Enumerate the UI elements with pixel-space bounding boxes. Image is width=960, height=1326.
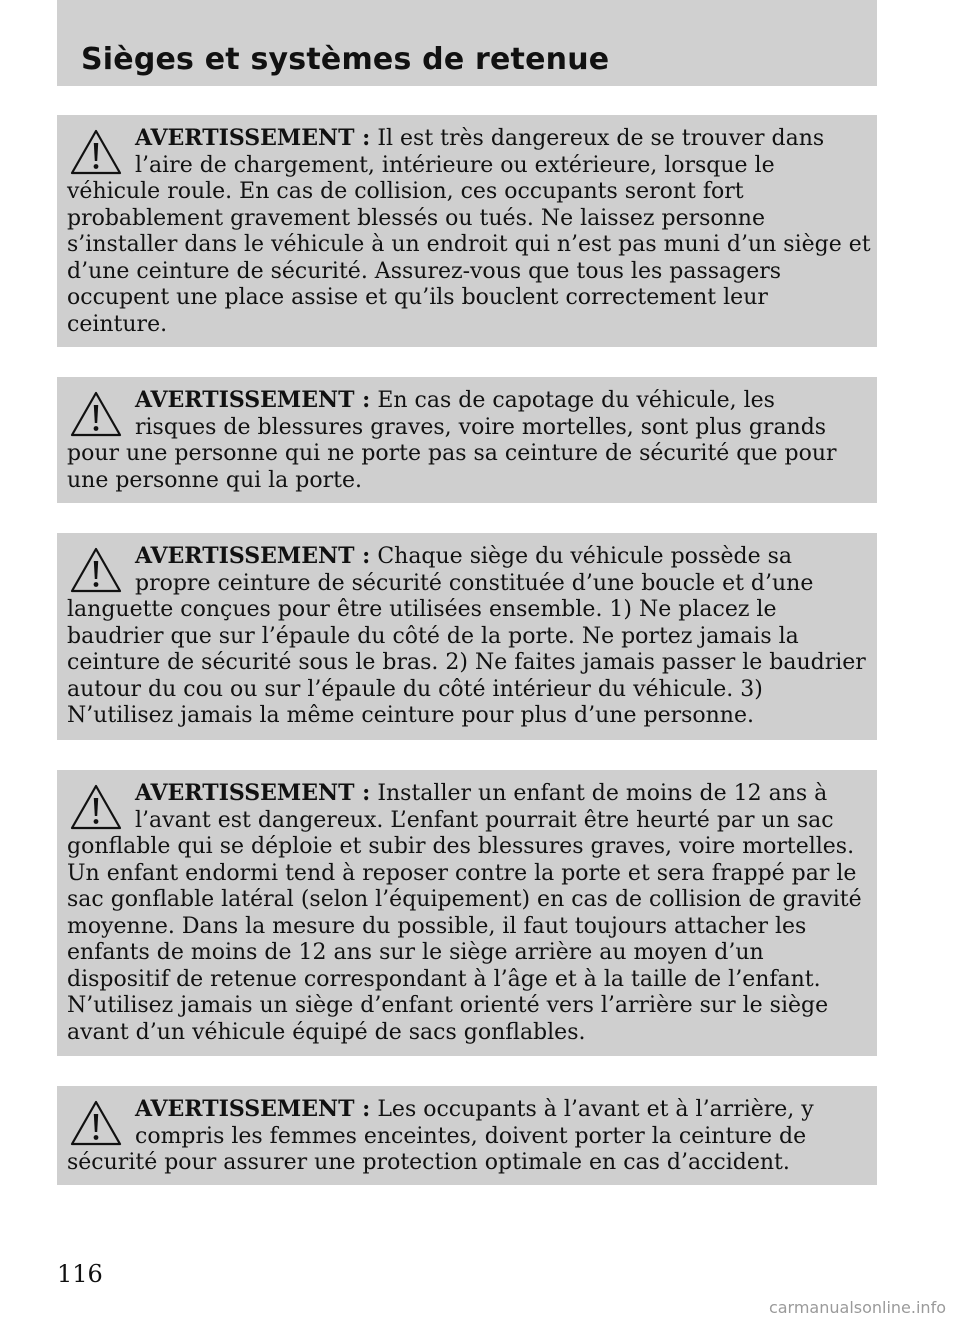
- warning-text: [67, 387, 873, 494]
- warning-line: [67, 597, 873, 624]
- warning-line-text: gonflable qui se déploie et subir des blessures graves, voire mortelles.: [67, 834, 855, 859]
- warning-line: [67, 940, 873, 967]
- warning-line: [67, 415, 873, 442]
- warning-box: [57, 377, 877, 503]
- warning-line: [67, 624, 873, 651]
- warning-line-text: propre ceinture de sécurité constituée d’une boucle et d’une: [135, 570, 814, 596]
- warning-label: AVERTISSEMENT :: [135, 387, 371, 413]
- warning-line-text: enfants de moins de 12 ans sur le siège arrière au moyen d’un: [67, 940, 764, 965]
- warning-line-text: Chaque siège du véhicule possède sa: [377, 544, 793, 569]
- page-header: [57, 0, 877, 86]
- warning-box: [57, 115, 877, 347]
- warning-line: [67, 285, 873, 312]
- warning-line: [67, 1124, 873, 1151]
- warning-line-text: l’avant est dangereux. L’enfant pourrait être heurté par un sac: [135, 807, 834, 833]
- warning-line: [67, 153, 873, 180]
- warning-text: [67, 780, 873, 1046]
- warning-box: [57, 1086, 877, 1185]
- warning-line: [67, 914, 873, 941]
- warning-line: [67, 179, 873, 206]
- warning-line-text: compris les femmes enceintes, doivent porter la ceinture de: [135, 1123, 807, 1149]
- watermark: carmanualsonline.info: [768, 1298, 946, 1317]
- warning-line-text: baudrier que sur l’épaule du côté de la porte. Ne portez jamais la: [67, 623, 799, 649]
- warning-line-text: Un enfant endormi tend à reposer contre la porte et sera frappé par le: [67, 860, 857, 886]
- warning-line-text: sac gonflable latéral (selon l’équipement) en cas de collision de gravité: [67, 887, 862, 912]
- warning-line-text: probablement gravement blessés ou tués. Ne laissez personne: [67, 205, 765, 231]
- warning-line-text: d’une ceinture de sécurité. Assurez-vous que tous les passagers: [67, 258, 782, 284]
- warning-line: [67, 468, 873, 495]
- warning-line-text: dispositif de retenue correspondant à l’âge et à la taille de l’enfant.: [67, 966, 821, 992]
- warning-line: [67, 571, 873, 598]
- warning-line-text: languette conçues pour être utilisées ensemble. 1) Ne placez le: [67, 597, 777, 622]
- warning-line: [67, 259, 873, 286]
- warning-line: [67, 993, 873, 1020]
- warning-box: [57, 533, 877, 740]
- warning-line-text: Il est très dangereux de se trouver dans: [377, 126, 825, 151]
- warning-line-text: Les occupants à l’avant et à l’arrière, y: [377, 1097, 814, 1122]
- warning-label: AVERTISSEMENT :: [135, 1096, 371, 1122]
- page-title: Sièges et systèmes de retenue: [81, 42, 610, 77]
- warning-line-text: l’aire de chargement, intérieure ou extérieure, lorsque le: [135, 152, 775, 178]
- warning-line-text: s’installer dans le véhicule à un endroit qui n’est pas muni d’un siège et: [67, 232, 871, 257]
- warning-line-text: avant d’un véhicule équipé de sacs gonflables.: [67, 1019, 586, 1045]
- warning-line: [67, 703, 873, 730]
- warning-line: [67, 650, 873, 677]
- warning-line: [67, 967, 873, 994]
- warning-line-text: autour du cou ou sur l’épaule du côté intérieur du véhicule. 3): [67, 676, 763, 702]
- warning-line: [67, 543, 873, 571]
- warning-text: [67, 125, 873, 338]
- warning-line: [67, 1150, 873, 1177]
- warning-line: [67, 232, 873, 259]
- warning-line: [67, 206, 873, 233]
- warning-line-text: ceinture.: [67, 311, 168, 337]
- warning-line-text: véhicule roule. En cas de collision, ces occupants seront fort: [67, 179, 744, 204]
- warning-text: [67, 1096, 873, 1177]
- warning-line-text: N’utilisez jamais un siège d’enfant orienté vers l’arrière sur le siège: [67, 993, 829, 1018]
- warning-line-text: pour une personne qui ne porte pas sa ceinture de sécurité que pour: [67, 441, 837, 466]
- warning-line: [67, 1096, 873, 1124]
- warning-line-text: N’utilisez jamais la même ceinture pour plus d’une personne.: [67, 703, 754, 728]
- warning-line-text: moyenne. Dans la mesure du possible, il faut toujours attacher les: [67, 913, 807, 939]
- warning-line: [67, 834, 873, 861]
- warning-line: [67, 125, 873, 153]
- warning-line: [67, 780, 873, 808]
- warning-line-text: Installer un enfant de moins de 12 ans à: [377, 781, 828, 806]
- warning-line-text: sécurité pour assurer une protection optimale en cas d’accident.: [67, 1150, 790, 1175]
- warning-line: [67, 808, 873, 835]
- warning-line-text: En cas de capotage du véhicule, les: [377, 388, 775, 413]
- warning-label: AVERTISSEMENT :: [135, 780, 371, 806]
- warning-line-text: ceinture de sécurité sous le bras. 2) Ne faites jamais passer le baudrier: [67, 650, 866, 675]
- warning-label: AVERTISSEMENT :: [135, 125, 371, 151]
- warning-line: [67, 887, 873, 914]
- warning-line: [67, 677, 873, 704]
- warning-line-text: une personne qui la porte.: [67, 467, 362, 493]
- warning-line-text: occupent une place assise et qu’ils bouclent correctement leur: [67, 285, 768, 310]
- page-number: 116: [57, 1260, 103, 1288]
- warning-label: AVERTISSEMENT :: [135, 543, 371, 569]
- warning-text: [67, 543, 873, 730]
- warning-line-text: risques de blessures graves, voire mortelles, sont plus grands: [135, 414, 827, 440]
- warning-box: [57, 770, 877, 1056]
- warning-line: [67, 387, 873, 415]
- warning-line: [67, 1020, 873, 1047]
- warning-line: [67, 441, 873, 468]
- warning-line: [67, 312, 873, 339]
- warning-line: [67, 861, 873, 888]
